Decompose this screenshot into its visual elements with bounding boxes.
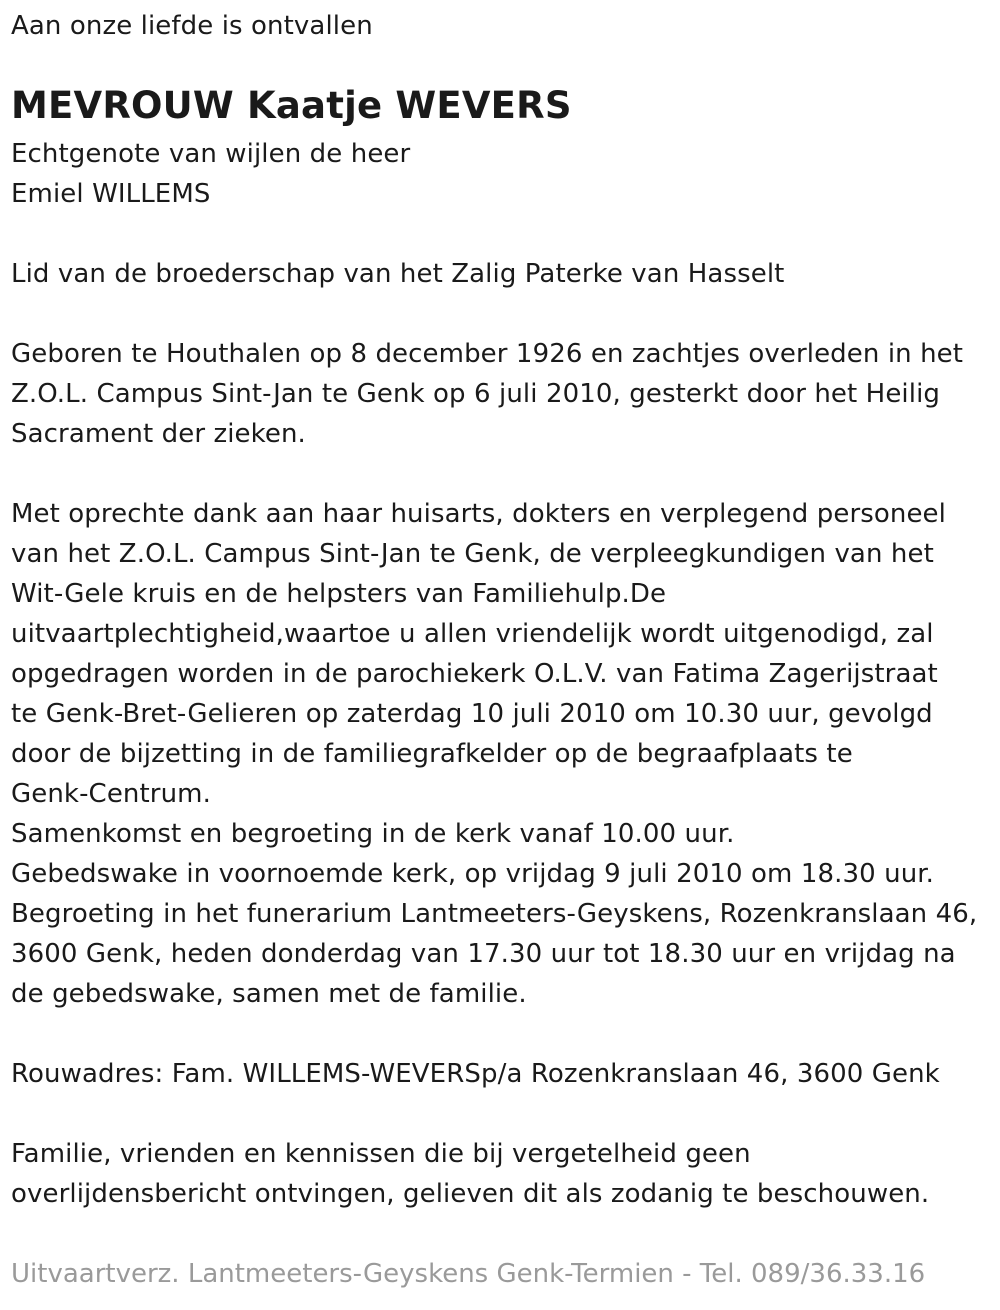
funeral-home-footer: Uitvaartverz. Lantmeeters-Geyskens Genk-Termien - Tel. 089/36.33.16 — [11, 1259, 926, 1289]
mourning-address-block — [11, 1054, 940, 1094]
thanks-line: Met oprechte dank aan haar huisarts, dokters en verplegend personeel — [11, 499, 946, 529]
thanks-line: te Genk-Bret-Gelieren op zaterdag 10 juli 2010 om 10.30 uur, gevolgd — [11, 699, 933, 729]
birth-death-block — [11, 334, 963, 454]
intro-text: Aan onze liefde is ontvallen — [11, 11, 373, 41]
thanks-line: Genk-Centrum. — [11, 779, 211, 809]
birth-death-line: Z.O.L. Campus Sint-Jan te Genk op 6 juli 2010, gesterkt door het Heilig — [11, 379, 941, 409]
thanks-line: 3600 Genk, heden donderdag van 17.30 uur tot 18.30 uur en vrijdag na — [11, 939, 956, 969]
membership-line: Lid van de broederschap van het Zalig Paterke van Hasselt — [11, 259, 785, 289]
notice-line: Familie, vrienden en kennissen die bij vergetelheid geen — [11, 1139, 751, 1169]
birth-death-line: Sacrament der zieken. — [11, 419, 306, 449]
thanks-line: de gebedswake, samen met de familie. — [11, 979, 527, 1009]
thanks-line: Samenkomst en begroeting in de kerk vanaf 10.00 uur. — [11, 819, 735, 849]
thanks-line: uitvaartplechtigheid,waartoe u allen vriendelijk wordt uitgenodigd, zal — [11, 619, 934, 649]
spouse-line: Echtgenote van wijlen de heer — [11, 139, 411, 169]
birth-death-line: Geboren te Houthalen op 8 december 1926 en zachtjes overleden in het — [11, 339, 964, 369]
mourning-address-line: Rouwadres: Fam. WILLEMS-WEVERSp/a Rozenkranslaan 46, 3600 Genk — [11, 1059, 940, 1089]
thanks-line: opgedragen worden in de parochiekerk O.L.V. van Fatima Zagerijstraat — [11, 659, 938, 689]
thanks-line: Gebedswake in voornoemde kerk, op vrijdag 9 juli 2010 om 18.30 uur. — [11, 859, 935, 889]
thanks-and-ceremony-block — [11, 494, 977, 1014]
notice-line: overlijdensbericht ontvingen, gelieven dit als zodanig te beschouwen. — [11, 1179, 930, 1209]
notice-block — [11, 1134, 929, 1214]
thanks-line: Begroeting in het funerarium Lantmeeters-Geyskens, Rozenkranslaan 46, — [11, 899, 978, 929]
deceased-name: MEVROUW Kaatje WEVERS — [11, 84, 572, 127]
spouse-block — [11, 134, 410, 214]
thanks-line: van het Z.O.L. Campus Sint-Jan te Genk, de verpleegkundigen van het — [11, 539, 934, 569]
thanks-line: Wit-Gele kruis en de helpsters van Familiehulp.De — [11, 579, 667, 609]
spouse-line: Emiel WILLEMS — [11, 179, 211, 209]
thanks-line: door de bijzetting in de familiegrafkelder op de begraafplaats te — [11, 739, 853, 769]
membership-block — [11, 254, 784, 294]
